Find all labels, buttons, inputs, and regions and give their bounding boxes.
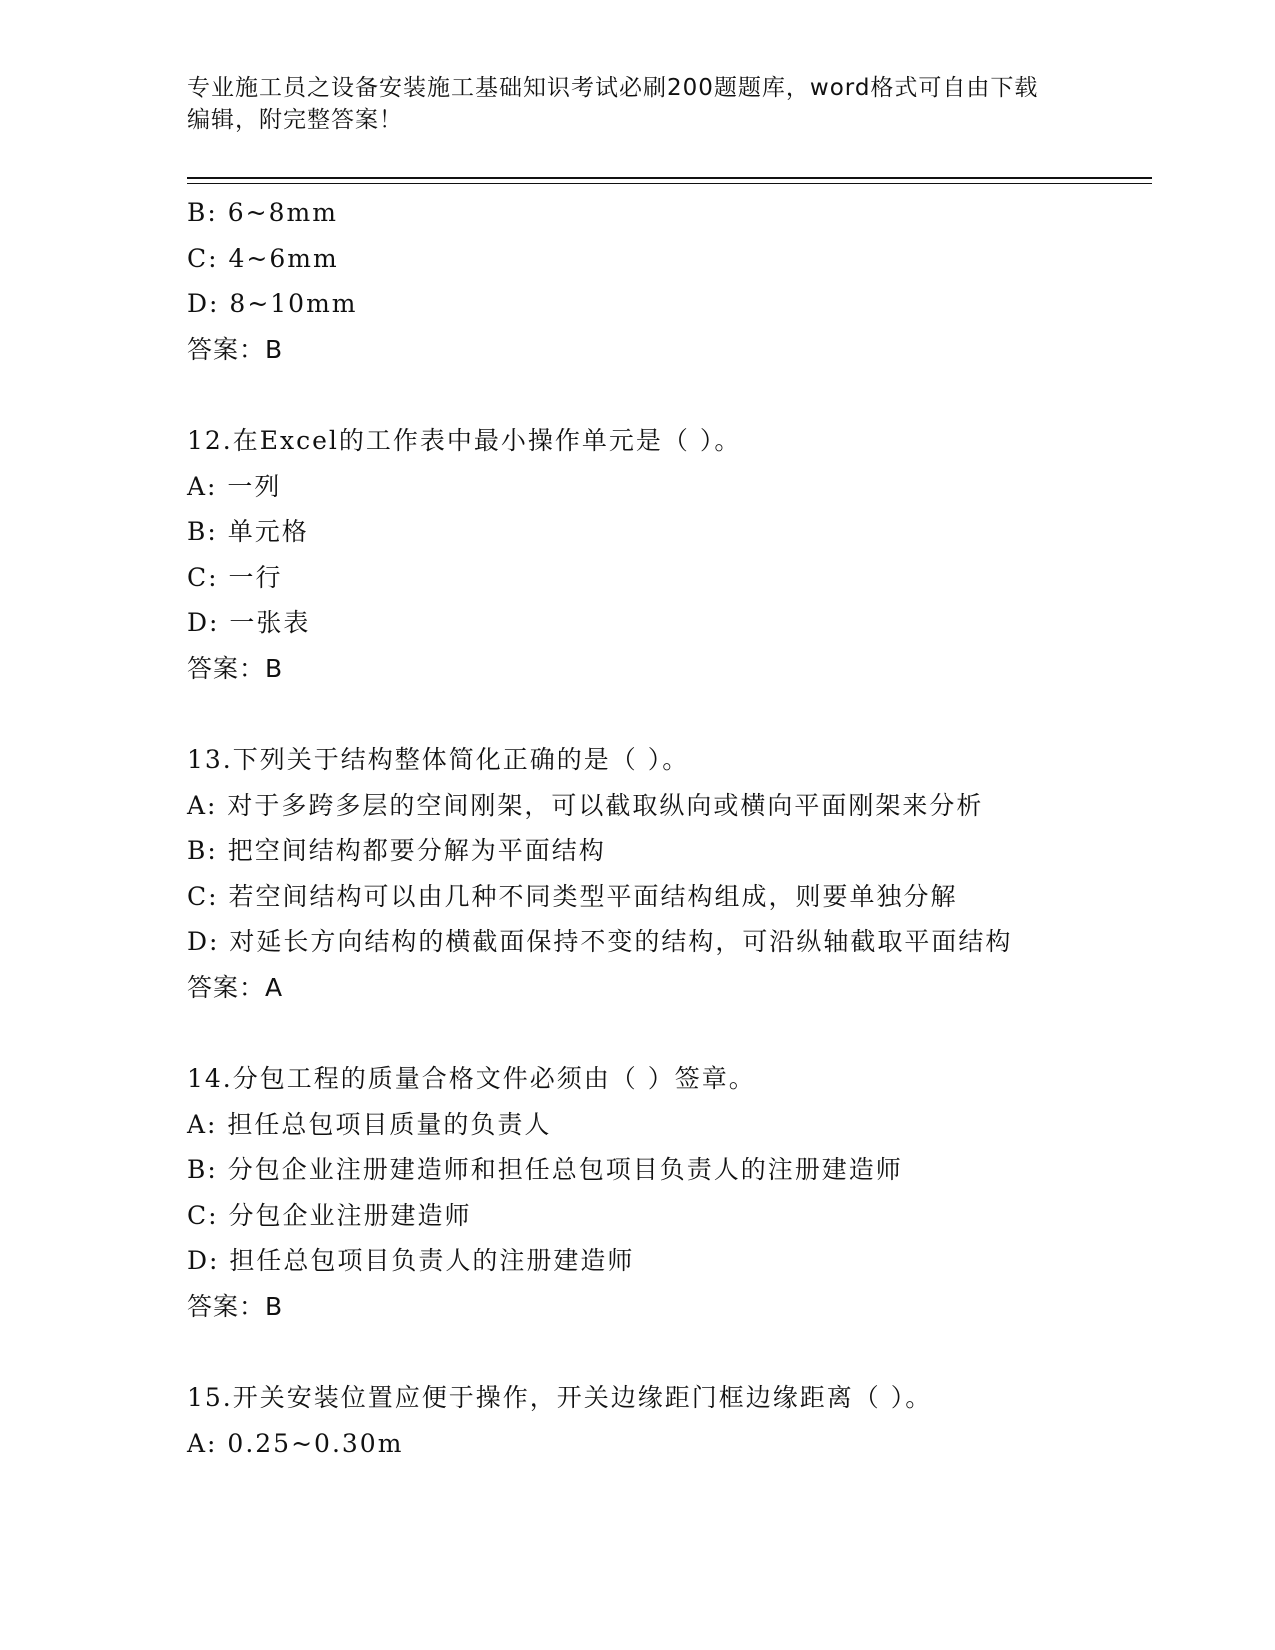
question-14 bbox=[187, 1056, 1152, 1329]
header-title-line-2: 编辑，附完整答案！ bbox=[187, 107, 403, 133]
option-a: A: 对于多跨多层的空间刚架，可以截取纵向或横向平面刚架来分析 bbox=[187, 790, 984, 820]
question-stem: 12.在Excel的工作表中最小操作单元是（ ）。 bbox=[187, 426, 742, 455]
question-11-continued bbox=[187, 190, 1152, 372]
option-c: C: 4~6mm bbox=[187, 243, 339, 273]
option-d: D: 8~10mm bbox=[187, 289, 358, 318]
header-divider-thick bbox=[187, 177, 1152, 179]
option-a: A: 一列 bbox=[187, 471, 282, 501]
option-b: B: 单元格 bbox=[187, 517, 309, 546]
question-15 bbox=[187, 1375, 1152, 1466]
answer-line: 答案：B bbox=[187, 653, 284, 683]
document-header bbox=[187, 72, 1087, 136]
answer-line: 答案：B bbox=[187, 1291, 284, 1321]
question-stem: 13.下列关于结构整体简化正确的是（ ）。 bbox=[187, 745, 690, 774]
option-b: B: 分包企业注册建造师和担任总包项目负责人的注册建造师 bbox=[187, 1155, 903, 1184]
option-a: A: 0.25~0.30m bbox=[187, 1428, 404, 1458]
option-c: C: 分包企业注册建造师 bbox=[187, 1200, 472, 1230]
header-title-line-1: 专业施工员之设备安装施工基础知识考试必刷200题题库，word格式可自由下载 bbox=[187, 75, 1039, 101]
question-13 bbox=[187, 737, 1152, 1010]
option-d: D: 担任总包项目负责人的注册建造师 bbox=[187, 1246, 635, 1275]
option-c: C: 一行 bbox=[187, 562, 283, 592]
question-12 bbox=[187, 418, 1152, 691]
question-list bbox=[187, 190, 1152, 1466]
option-c: C: 若空间结构可以由几种不同类型平面结构组成，则要单独分解 bbox=[187, 881, 958, 911]
answer-line: 答案：A bbox=[187, 972, 284, 1002]
option-a: A: 担任总包项目质量的负责人 bbox=[187, 1109, 552, 1139]
question-stem: 15.开关安装位置应便于操作，开关边缘距门框边缘距离（ ）。 bbox=[187, 1383, 933, 1412]
option-b: B: 6~8mm bbox=[187, 198, 338, 227]
option-d: D: 对延长方向结构的横截面保持不变的结构，可沿纵轴截取平面结构 bbox=[187, 927, 1013, 956]
header-divider-thin bbox=[187, 183, 1152, 184]
option-b: B: 把空间结构都要分解为平面结构 bbox=[187, 836, 606, 865]
answer-line: 答案：B bbox=[187, 334, 284, 364]
question-stem: 14.分包工程的质量合格文件必须由（ ）签章。 bbox=[187, 1064, 756, 1093]
option-d: D: 一张表 bbox=[187, 608, 311, 637]
